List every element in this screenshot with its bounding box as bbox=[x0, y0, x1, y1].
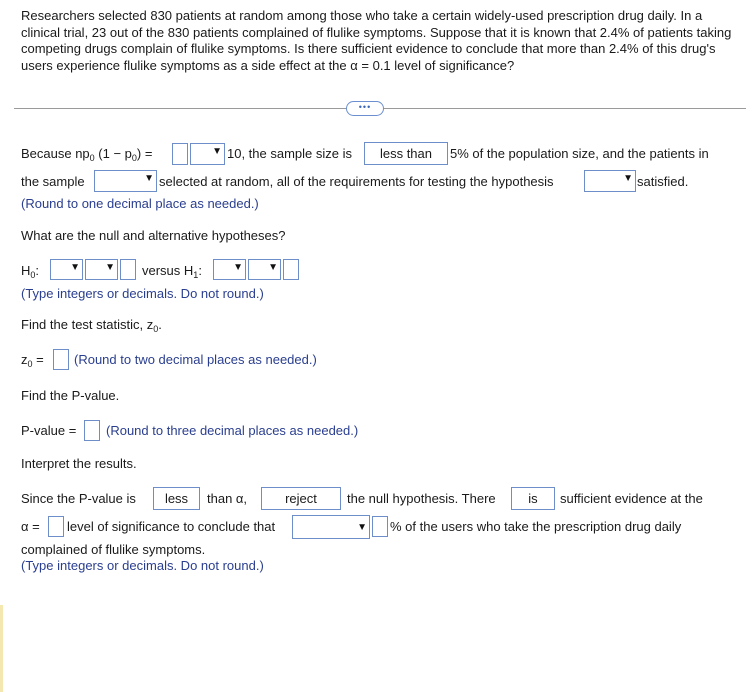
chevron-down-icon: ▼ bbox=[144, 173, 154, 184]
complained-text: complained of flulike symptoms. bbox=[21, 542, 206, 557]
the-sample-text: the sample bbox=[21, 174, 85, 189]
z0-input[interactable] bbox=[53, 349, 69, 370]
hyp-hint: (Type integers or decimals. Do not round.) bbox=[21, 286, 264, 301]
satisfied-select[interactable] bbox=[584, 170, 636, 192]
pval-label: P-value = bbox=[21, 423, 77, 438]
np0-input[interactable] bbox=[172, 143, 188, 165]
chevron-down-icon: ▼ bbox=[268, 262, 278, 273]
pvalue-input[interactable] bbox=[84, 420, 100, 441]
size-select[interactable]: less than bbox=[364, 142, 448, 165]
chevron-down-icon: ▼ bbox=[105, 262, 115, 273]
satisfied-text: satisfied. bbox=[637, 174, 689, 189]
h1-value-input[interactable] bbox=[283, 259, 299, 280]
stat-prompt: Find the test statistic, $z_0$. bbox=[21, 317, 162, 334]
compare-ten-select[interactable] bbox=[190, 143, 225, 165]
interp-prompt: Interpret the results. bbox=[21, 456, 137, 471]
chevron-down-icon: ▼ bbox=[233, 262, 243, 273]
selected-text: selected at random, all of the requirements for testing the hypothesis bbox=[159, 174, 554, 189]
percent-text: % of the users who take the prescription drug daily bbox=[390, 519, 682, 534]
null-text: the null hypothesis. There bbox=[347, 491, 496, 506]
less-greater-select[interactable]: less bbox=[153, 487, 200, 510]
reject-select[interactable]: reject bbox=[261, 487, 341, 510]
left-accent-bar bbox=[0, 605, 3, 692]
z0-label: $z_0$ = bbox=[21, 352, 44, 369]
than-alpha-text: than α, bbox=[207, 491, 248, 506]
question-text: Researchers selected 830 patients at random among those who take a certain widely-used prescription drug daily. In a clinical trial, 23 out of the 830 patients complained of flulike symptoms. Suppose that it is known that 2.4% of patients taking competing drugs complain of flulike symptoms. Is there sufficient evidence to conclude that more than 2.4% of this drug's users experience flulike symptoms as a side effect at the α = 0.1 level of significance? bbox=[21, 8, 732, 73]
sufficient-text: sufficient evidence at the bbox=[560, 491, 703, 506]
hyp-prompt: What are the null and alternative hypotheses? bbox=[21, 228, 286, 243]
h0-operator-select[interactable] bbox=[85, 259, 118, 280]
h0-parameter-select[interactable] bbox=[50, 259, 83, 280]
alpha-input[interactable] bbox=[48, 516, 64, 537]
np0-label: Because $np_0$ $(1 - p_0)$ = bbox=[21, 146, 153, 163]
chevron-down-icon: ▼ bbox=[212, 146, 222, 157]
h1-parameter-select[interactable] bbox=[213, 259, 246, 280]
more-button[interactable]: ••• bbox=[346, 101, 384, 116]
chevron-down-icon: ▼ bbox=[357, 522, 367, 533]
level-text: level of significance to conclude that bbox=[67, 519, 276, 534]
h0-label: $H_0$: bbox=[21, 263, 40, 280]
chevron-down-icon: ▼ bbox=[623, 173, 633, 184]
after-size-text: 5% of the population size, and the patients in bbox=[450, 146, 709, 161]
pval-prompt: Find the P-value. bbox=[21, 388, 120, 403]
versus-h1-label: versus $H_1$: bbox=[142, 263, 202, 280]
parameter-select[interactable] bbox=[292, 515, 370, 539]
h1-operator-select[interactable] bbox=[248, 259, 281, 280]
percent-input[interactable] bbox=[372, 516, 388, 537]
sample-select[interactable] bbox=[94, 170, 157, 192]
stat-hint: (Round to two decimal places as needed.) bbox=[74, 352, 317, 367]
interp-hint: (Type integers or decimals. Do not round.) bbox=[21, 558, 264, 573]
pval-hint: (Round to three decimal places as needed.) bbox=[106, 423, 359, 438]
req-hint: (Round to one decimal place as needed.) bbox=[21, 196, 259, 211]
h0-value-input[interactable] bbox=[120, 259, 136, 280]
is-select[interactable]: is bbox=[511, 487, 555, 510]
alpha-eq-text: α = bbox=[21, 519, 40, 534]
chevron-down-icon: ▼ bbox=[70, 262, 80, 273]
after-ten-text: 10, the sample size is bbox=[227, 146, 353, 161]
since-text: Since the P-value is bbox=[21, 491, 136, 506]
